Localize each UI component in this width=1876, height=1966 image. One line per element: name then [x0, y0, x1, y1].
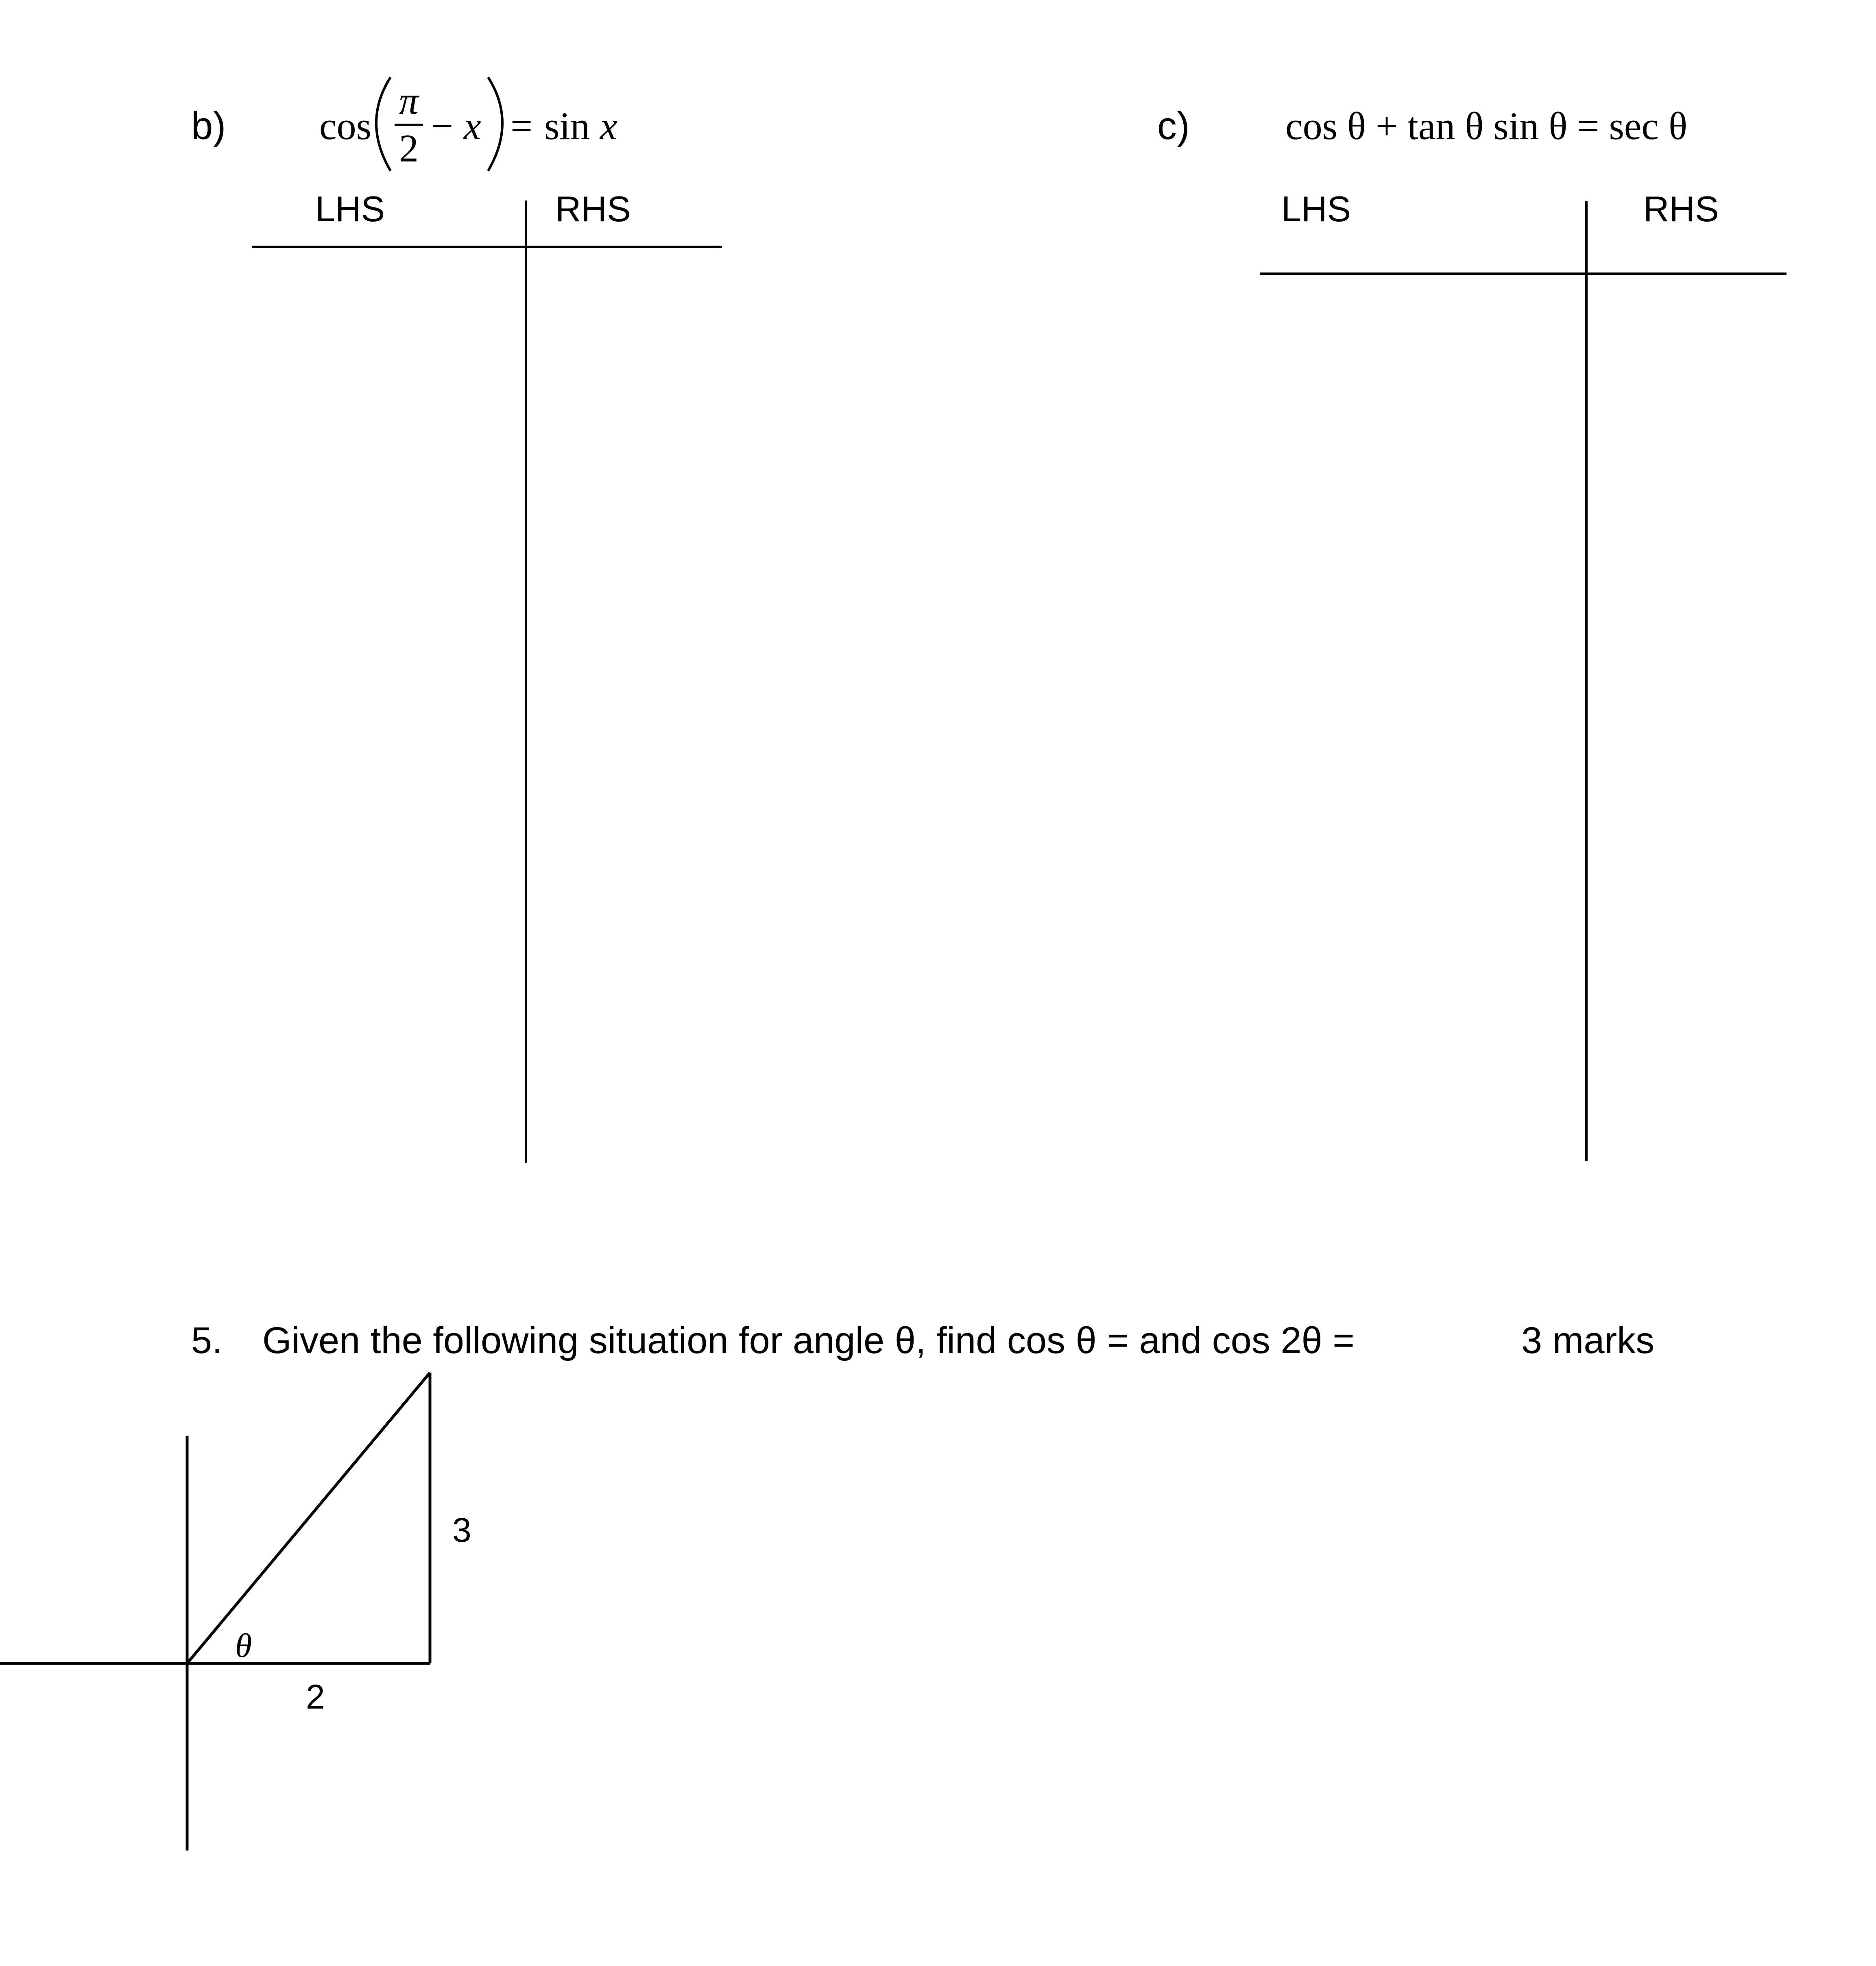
part-b-lhs-header: LHS	[315, 189, 385, 229]
question-5-text: Given the following situation for angle θ, find cos θ = and cos 2θ =	[262, 1320, 1355, 1361]
diagram-height-label: 3	[452, 1511, 471, 1549]
eq-b-x2: x	[600, 104, 617, 148]
diagram-base-label: 2	[306, 1678, 325, 1716]
question-5-number: 5.	[191, 1320, 223, 1361]
part-b-label: b)	[191, 104, 226, 148]
triangle-hypotenuse	[187, 1373, 430, 1663]
part-c-equation: cos θ + tan θ sin θ = sec θ	[1285, 104, 1688, 148]
part-c-rhs-header: RHS	[1643, 189, 1719, 229]
eq-b-two: 2	[399, 126, 419, 170]
eq-b-x: x	[464, 104, 481, 148]
question-5-marks: 3 marks	[1521, 1320, 1655, 1361]
eq-b-sin: sin	[544, 104, 590, 148]
eq-b-equals: =	[510, 104, 533, 148]
part-b-rhs-header: RHS	[555, 189, 631, 229]
eq-b-minus: −	[431, 104, 454, 148]
diagram-angle-label: θ	[235, 1627, 252, 1665]
part-c-lhs-header: LHS	[1281, 189, 1351, 229]
eq-b-pi: π	[399, 79, 419, 122]
part-c-label: c)	[1157, 104, 1190, 148]
eq-b-cos: cos	[319, 104, 371, 148]
